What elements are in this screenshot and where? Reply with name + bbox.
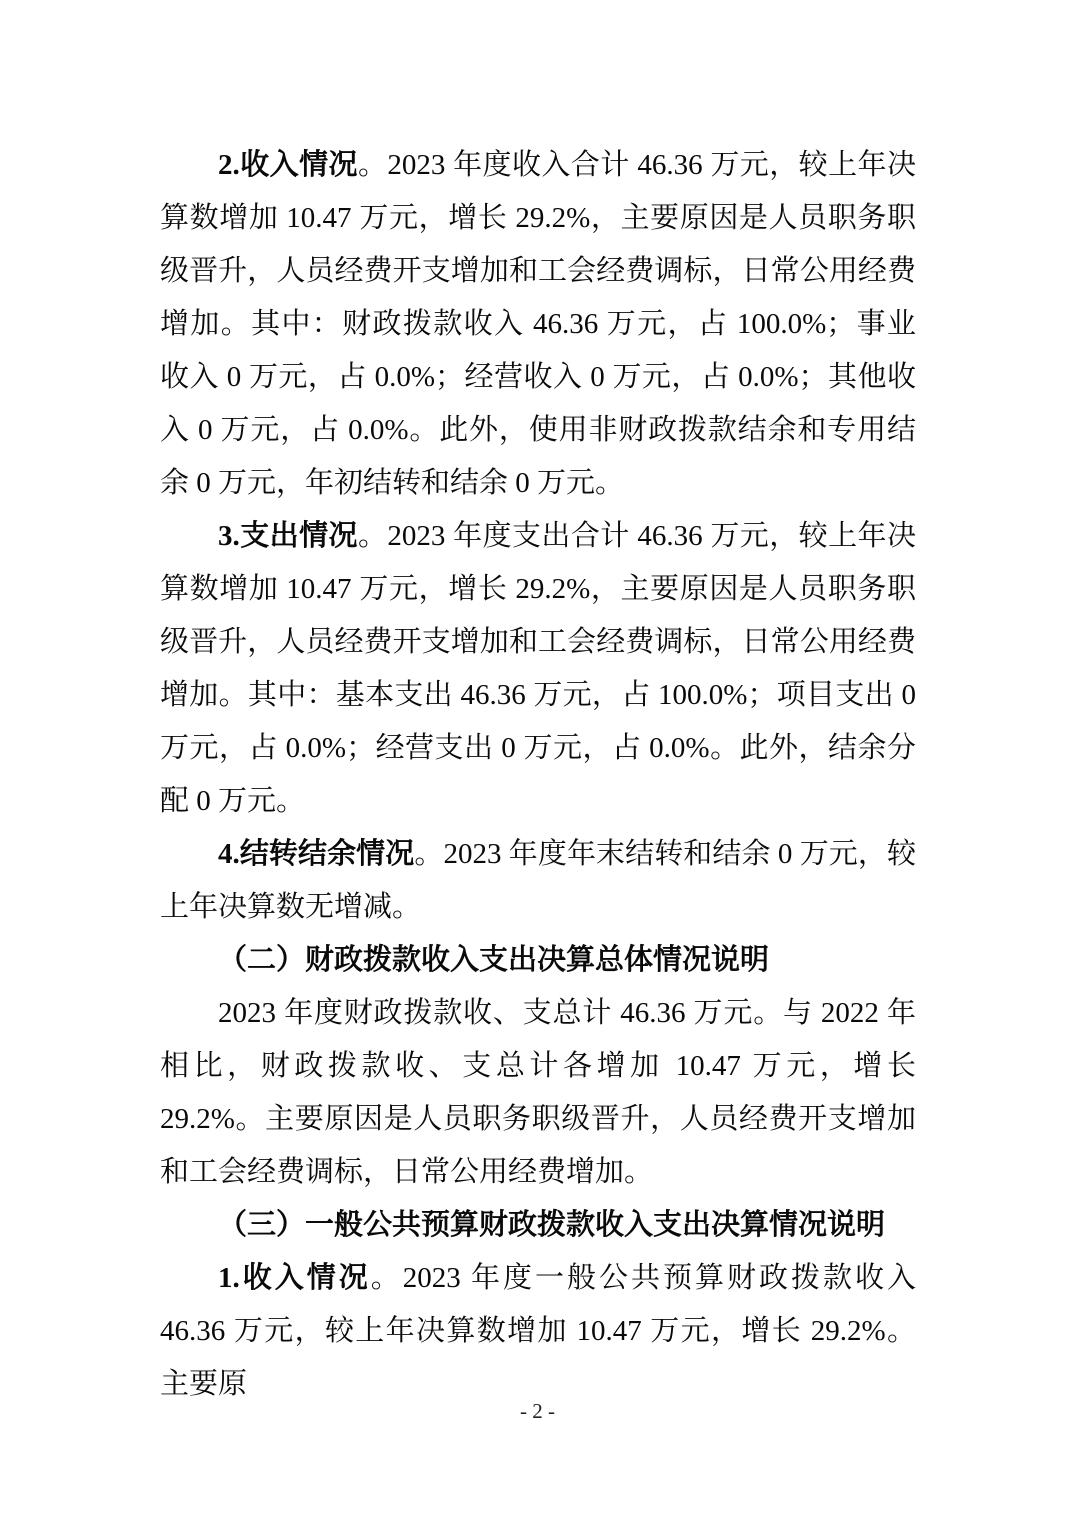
paragraph-general-budget-income xyxy=(160,1252,916,1411)
paragraph-lead: 1.收入情况 xyxy=(218,1262,371,1294)
paragraph-fiscal-total xyxy=(160,987,916,1199)
paragraph-income xyxy=(160,139,916,510)
paragraph-text: 。2023 年度一般公共预算财政拨款收入 46.36 万元，较上年决算数增加 10.47 万元，增长 29.2%。主要原 xyxy=(160,1262,916,1400)
paragraph-lead: 2.收入情况 xyxy=(218,149,358,181)
paragraph-lead: 4.结转结余情况 xyxy=(218,838,415,870)
section-heading-3 xyxy=(160,1199,916,1252)
paragraph-text: 。2023 年度年末结转和结余 0 万元，较上年决算数无增减。 xyxy=(160,838,916,923)
page-number: - 2 - xyxy=(520,1399,555,1423)
paragraph-text: 。2023 年度支出合计 46.36 万元，较上年决算数增加 10.47 万元，增长 29.2%，主要原因是人员职务职级晋升，人员经费开支增加和工会经费调标，日常公用经费增加。其中：基本支出 46.36 万元，占 100.0%；项目支出 0 万元，占 0.0%；经营支出 0 万元，占 0.0%。此外，结余分配 0 万元。 xyxy=(160,520,916,817)
paragraph-lead: 3.支出情况 xyxy=(218,520,358,552)
document-body xyxy=(160,139,916,1411)
paragraph-text: 2023 年度财政拨款收、支总计 46.36 万元。与 2022 年相比，财政拨款收、支总计各增加 10.47 万元，增长 29.2%。主要原因是人员职务职级晋升，人员经费开支增加和工会经费调标，日常公用经费增加。 xyxy=(160,997,916,1188)
paragraph-carryover xyxy=(160,828,916,934)
paragraph-text: 。2023 年度收入合计 46.36 万元，较上年决算数增加 10.47 万元，增长 29.2%，主要原因是人员职务职级晋升，人员经费开支增加和工会经费调标，日常公用经费增加。其中：财政拨款收入 46.36 万元，占 100.0%；事业收入 0 万元，占 0.0%；经营收入 0 万元，占 0.0%；其他收入 0 万元，占 0.0%。此外，使用非财政拨款结余和专用结余 0 万元，年初结转和结余 0 万元。 xyxy=(160,149,916,499)
section-heading-text: （三）一般公共预算财政拨款收入支出决算情况说明 xyxy=(218,1209,886,1241)
paragraph-expenditure xyxy=(160,510,916,828)
section-heading-text: （二）财政拨款收入支出决算总体情况说明 xyxy=(218,944,770,976)
section-heading-2 xyxy=(160,934,916,987)
